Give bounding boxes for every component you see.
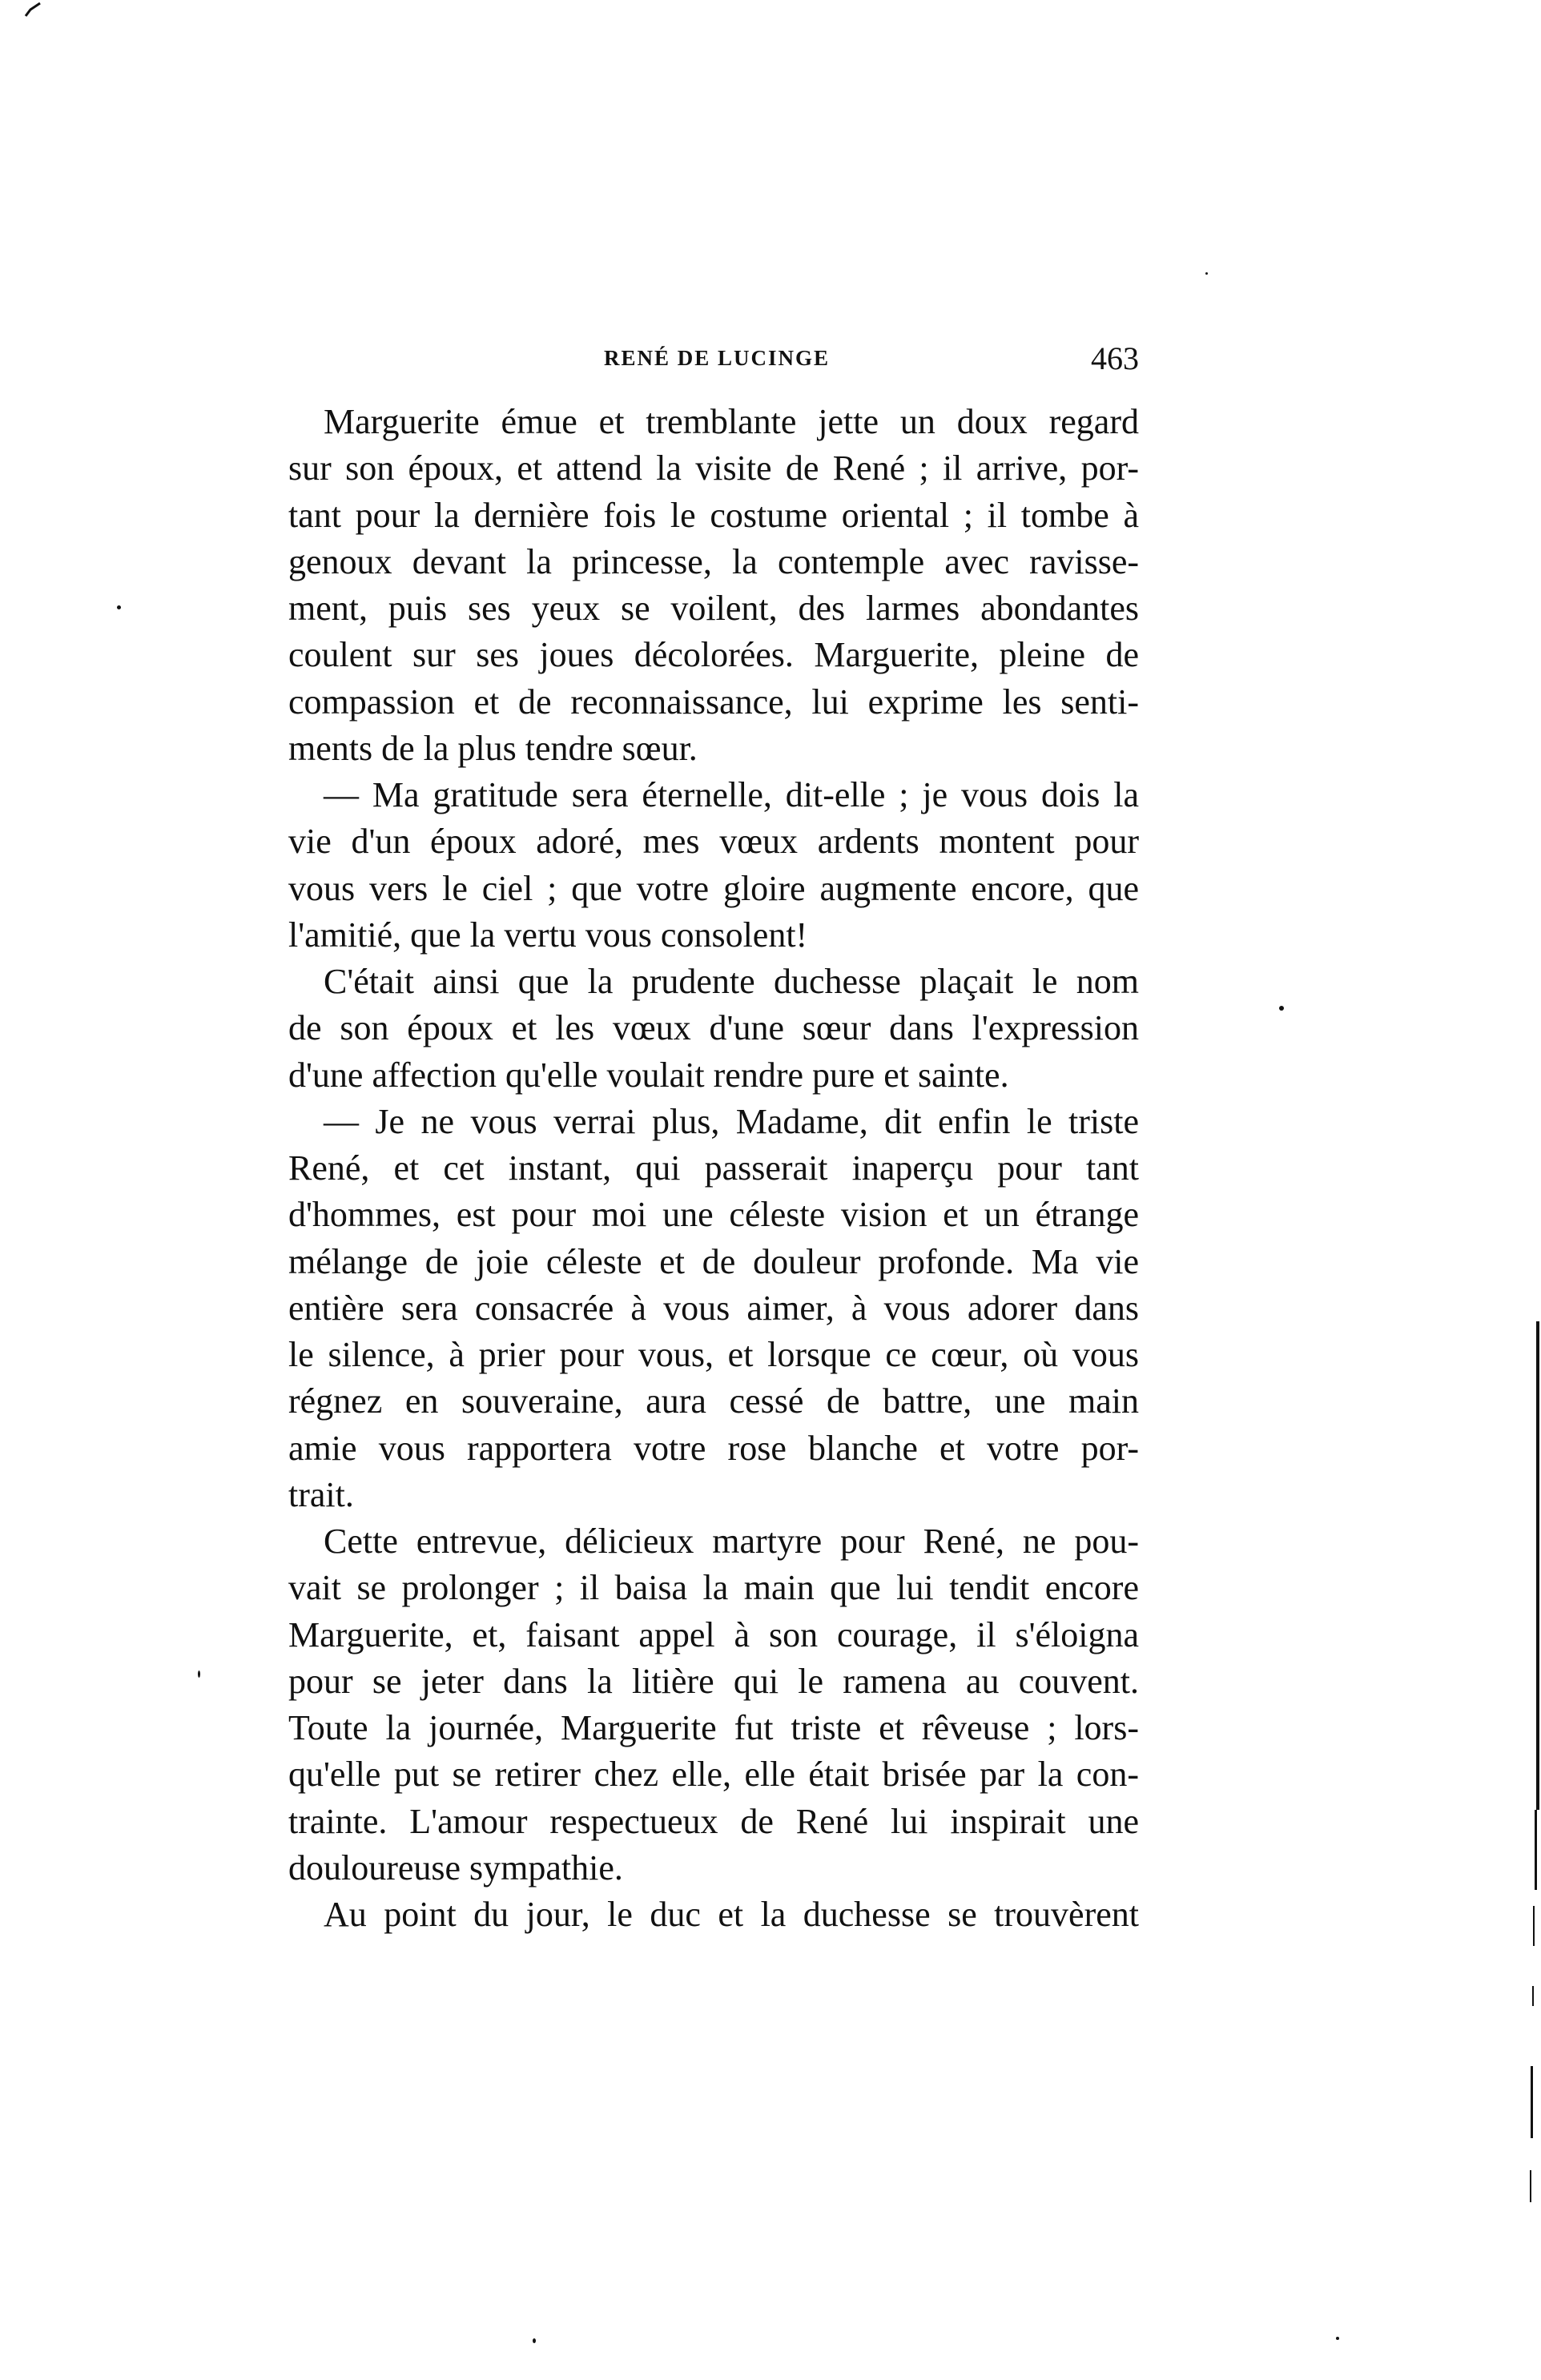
text-line: trait.: [288, 1474, 354, 1514]
text-line: de son époux et les vœux d'une sœur dans l'expression: [288, 1008, 1139, 1048]
text-line: ments de la plus tendre sœur.: [288, 728, 698, 768]
running-title: RENÉ DE LUCINGE: [603, 346, 831, 370]
text-line: Marguerite émue et tremblante jette un doux regard: [324, 402, 1139, 441]
text-line: Toute la journée, Marguerite fut triste et rêveuse ; lors-: [288, 1708, 1139, 1747]
scan-speck: [1205, 272, 1208, 275]
text-line: compassion et de reconnaissance, lui exprime les senti-: [288, 681, 1139, 722]
text-line: Marguerite, et, faisant appel à son courage, il s'éloigna: [288, 1614, 1139, 1654]
scan-edge-line: [1530, 2170, 1531, 2202]
text-line: d'hommes, est pour moi une céleste vision et un étrange: [288, 1195, 1139, 1235]
scan-speck: [1279, 1006, 1284, 1011]
text-line: Cette entrevue, délicieux martyre pour René, ne pou-: [324, 1522, 1139, 1561]
text-line: l'amitié, que la vertu vous consolent!: [288, 915, 808, 955]
scan-edge-line: [1532, 1986, 1534, 2006]
scan-edge-line: [1533, 1906, 1535, 1946]
text-line: d'une affection qu'elle voulait rendre pure et sainte.: [288, 1055, 1009, 1095]
scan-speck: [533, 2338, 536, 2343]
body-text: [288, 399, 1139, 1938]
text-line: douloureuse sympathie.: [288, 1847, 623, 1888]
text-line: coulent sur ses joues décolorées. Marguerite, pleine de: [288, 635, 1139, 675]
text-line: ment, puis ses yeux se voilent, des larmes abondantes: [288, 589, 1139, 628]
text-line: — Ma gratitude sera éternelle, dit-elle ; je vous dois la: [324, 775, 1139, 814]
scan-edge-line: [1536, 1321, 1539, 1810]
text-line: vous vers le ciel ; que votre gloire augmente encore, que: [288, 868, 1139, 908]
text-line: entière sera consacrée à vous aimer, à vous adorer dans: [288, 1288, 1139, 1328]
scan-speck: [1336, 2337, 1339, 2340]
text-line: vie d'un époux adoré, mes vœux ardents montent pour: [288, 822, 1139, 862]
text-line: régnez en souveraine, aura cessé de battre, une main: [288, 1381, 1139, 1421]
text-line: sur son époux, et attend la visite de René ; il arrive, por-: [288, 448, 1139, 488]
scan-edge-line: [1531, 2066, 1533, 2138]
text-line: amie vous rapportera votre rose blanche et votre por-: [288, 1428, 1139, 1468]
text-line: genoux devant la princesse, la contemple avec ravisse-: [288, 541, 1139, 581]
scan-edge-line: [1535, 1810, 1537, 1890]
text-line: le silence, à prier pour vous, et lorsque ce cœur, où vous: [288, 1335, 1139, 1374]
text-line: trainte. L'amour respectueux de René lui inspirait une: [288, 1801, 1139, 1841]
text-line: qu'elle put se retirer chez elle, elle était brisée par la con-: [288, 1755, 1139, 1795]
running-head: [288, 340, 1139, 376]
text-line: pour se jeter dans la litière qui le ramena au couvent.: [288, 1661, 1139, 1701]
text-line: tant pour la dernière fois le costume oriental ; il tombe à: [288, 495, 1139, 535]
scan-speck: [117, 605, 121, 609]
scan-speck: [198, 1670, 200, 1678]
text-line: C'était ainsi que la prudente duchesse plaçait le nom: [324, 962, 1139, 1001]
scan-corner-mark: [22, 2, 43, 18]
page-number: 463: [1091, 340, 1139, 376]
text-line: vait se prolonger ; il baisa la main que lui tendit encore: [288, 1568, 1139, 1608]
text-line: — Je ne vous verrai plus, Madame, dit enfin le triste: [324, 1101, 1139, 1141]
text-line: René, et cet instant, qui passerait inaperçu pour tant: [288, 1148, 1139, 1188]
text-line: mélange de joie céleste et de douleur profonde. Ma vie: [288, 1241, 1139, 1281]
text-line: Au point du jour, le duc et la duchesse se trouvèrent: [324, 1895, 1139, 1934]
